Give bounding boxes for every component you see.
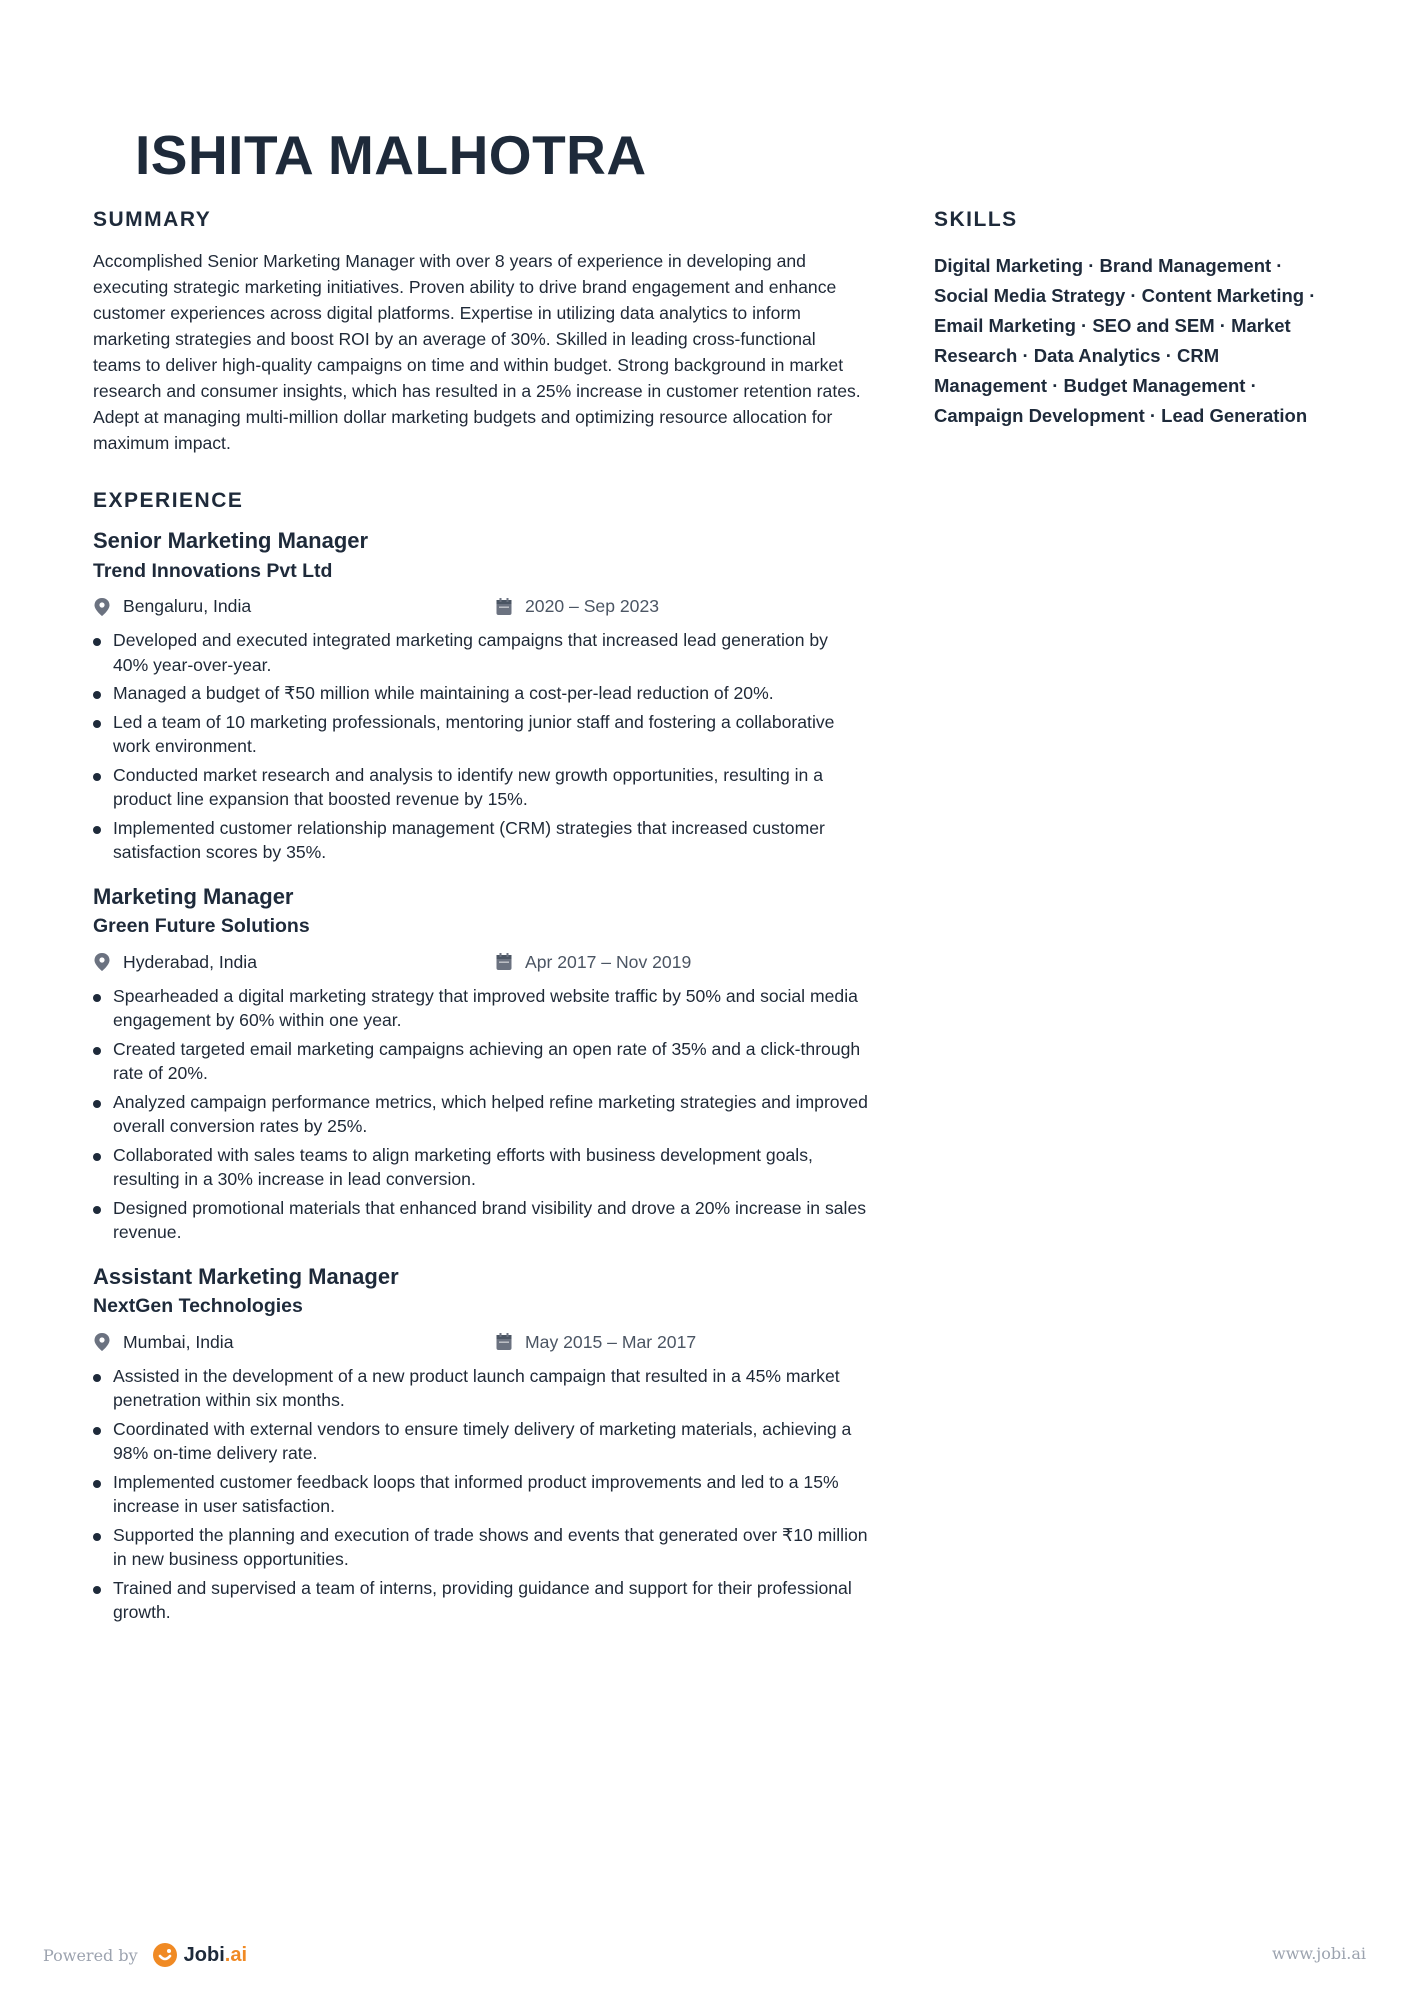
achievement-text: Supported the planning and execution of trade shows and events that generated over ₹10 million in new business opportunities. [113, 1524, 868, 1570]
achievement-text: Trained and supervised a team of interns, providing guidance and support for their professional growth. [113, 1577, 852, 1623]
bullet-dot-icon [93, 720, 101, 728]
footer-website-link[interactable]: www.jobi.ai [1272, 1944, 1366, 1963]
job-company: Trend Innovations Pvt Ltd [93, 559, 333, 582]
side-column [934, 207, 1334, 431]
list-item [93, 1417, 868, 1466]
bullet-dot-icon [93, 1100, 101, 1108]
achievement-text: Analyzed campaign performance metrics, which helped refine marketing strategies and improved overall conversion rates by 25%. [113, 1091, 868, 1137]
achievement-text: Created targeted email marketing campaigns achieving an open rate of 35% and a click-through rate of 20%. [113, 1038, 861, 1084]
calendar-icon [495, 597, 513, 617]
job-meta [93, 596, 868, 622]
footer-branding [43, 1942, 247, 1968]
main-column [93, 207, 868, 1643]
job-company: Green Future Solutions [93, 915, 310, 938]
summary-heading: SUMMARY [93, 208, 212, 231]
jobi-logo-icon [152, 1942, 178, 1968]
job-location [93, 952, 257, 973]
achievement-text: Managed a budget of ₹50 million while maintaining a cost-per-lead reduction of 20%. [113, 683, 774, 704]
bullet-dot-icon [93, 1153, 101, 1161]
skills-list: Digital Marketing · Brand Management · Social Media Strategy · Content Marketing · Email Marketing · SEO and SEM · Market Research · Data Analytics · CRM Management · Budget Management · Campaign Development · Lead Generation [934, 255, 1316, 427]
bullet-dot-icon [93, 1427, 101, 1435]
bullet-dot-icon [93, 1586, 101, 1594]
logo-main: Jobi [183, 1943, 225, 1966]
list-item [93, 681, 868, 706]
achievement-text: Led a team of 10 marketing professionals, mentoring junior staff and fostering a collaborative work environment. [113, 711, 835, 757]
candidate-name: ISHITA MALHOTRA [135, 124, 647, 186]
job-meta [93, 1332, 868, 1358]
job-achievements [93, 1364, 868, 1625]
list-item [93, 1470, 868, 1519]
job-title: Assistant Marketing Manager [93, 1263, 399, 1289]
bullet-dot-icon [93, 826, 101, 834]
calendar-icon [495, 1332, 513, 1352]
job-title: Marketing Manager [93, 883, 294, 909]
achievement-text: Developed and executed integrated marketing campaigns that increased lead generation by 40% year-over-year. [113, 630, 828, 675]
job-dates [495, 952, 691, 973]
job-entry [93, 883, 868, 1245]
skills-heading: SKILLS [934, 208, 1018, 231]
achievement-text: Designed promotional materials that enhanced brand visibility and drove a 20% increase in sales revenue. [113, 1197, 867, 1243]
job-dates-text: May 2015 – Mar 2017 [525, 1331, 697, 1352]
powered-by-label: Powered by [43, 1945, 138, 1965]
job-entry [93, 527, 868, 864]
job-dates [495, 1332, 696, 1353]
job-entry [93, 1263, 868, 1625]
bullet-dot-icon [93, 1374, 101, 1382]
bullet-dot-icon [93, 1047, 101, 1055]
list-item [93, 1364, 868, 1413]
list-item [93, 1196, 868, 1245]
list-item [93, 763, 868, 812]
achievement-text: Implemented customer feedback loops that informed product improvements and led to a 15% increase in user satisfaction. [113, 1471, 839, 1517]
list-item [93, 1037, 868, 1086]
summary-text: Accomplished Senior Marketing Manager with over 8 years of experience in developing and executing strategic marketing initiatives. Proven ability to drive brand engagement and enhance customer experiences across digital platforms. Expertise in utilizing data analytics to inform marketing strategies and boost ROI by an average of 30%. Skilled in leading cross-functional teams to deliver high-quality campaigns on time and within budget. Strong background in market research and consumer insights, which has resulted in a 25% increase in customer retention rates. Adept at managing multi-million dollar marketing budgets and optimizing resource allocation for maximum impact. [93, 251, 861, 454]
list-item [93, 1523, 868, 1572]
job-location-text: Mumbai, India [123, 1331, 234, 1352]
job-meta [93, 952, 868, 978]
achievement-text: Implemented customer relationship management (CRM) strategies that increased customer satisfaction scores by 35%. [113, 817, 825, 863]
map-pin-icon [93, 952, 111, 972]
achievement-text: Conducted market research and analysis to identify new growth opportunities, resulting in a product line expansion that boosted revenue by 15%. [113, 764, 824, 810]
job-location-text: Hyderabad, India [123, 951, 257, 972]
job-location-text: Bengaluru, India [123, 596, 252, 617]
achievement-text: Collaborated with sales teams to align marketing efforts with business development goals, resulting in a 30% increase in lead conversion. [113, 1144, 813, 1190]
job-dates-text: Apr 2017 – Nov 2019 [525, 951, 692, 972]
list-item [93, 1143, 868, 1192]
job-achievements [93, 628, 868, 865]
map-pin-icon [93, 597, 111, 617]
logo-accent: .ai [224, 1943, 248, 1966]
bullet-dot-icon [93, 1533, 101, 1541]
list-item [93, 1576, 868, 1625]
bullet-dot-icon [93, 1480, 101, 1488]
experience-heading: EXPERIENCE [93, 489, 244, 513]
job-dates-text: 2020 – Sep 2023 [525, 596, 660, 617]
achievement-text: Spearheaded a digital marketing strategy that improved website traffic by 50% and social media engagement by 60% within one year. [113, 985, 858, 1031]
list-item [93, 1090, 868, 1139]
experience-list [93, 527, 868, 1624]
job-dates [495, 596, 659, 617]
bullet-dot-icon [93, 773, 101, 781]
list-item [93, 628, 868, 677]
calendar-icon [495, 952, 513, 972]
job-location [93, 596, 251, 617]
bullet-dot-icon [93, 994, 101, 1002]
list-item [93, 816, 868, 865]
job-company: NextGen Technologies [93, 1295, 303, 1318]
list-item [93, 984, 868, 1033]
achievement-text: Coordinated with external vendors to ensure timely delivery of marketing materials, achieving a 98% on-time delivery rate. [113, 1418, 852, 1464]
job-title: Senior Marketing Manager [93, 528, 369, 554]
bullet-dot-icon [93, 691, 101, 699]
list-item [93, 710, 868, 759]
achievement-text: Assisted in the development of a new product launch campaign that resulted in a 45% market penetration within six months. [113, 1365, 840, 1411]
map-pin-icon [93, 1332, 111, 1352]
bullet-dot-icon [93, 638, 101, 646]
bullet-dot-icon [93, 1206, 101, 1214]
job-achievements [93, 984, 868, 1245]
job-location [93, 1332, 234, 1353]
jobi-logo-text[interactable] [184, 1944, 247, 1967]
